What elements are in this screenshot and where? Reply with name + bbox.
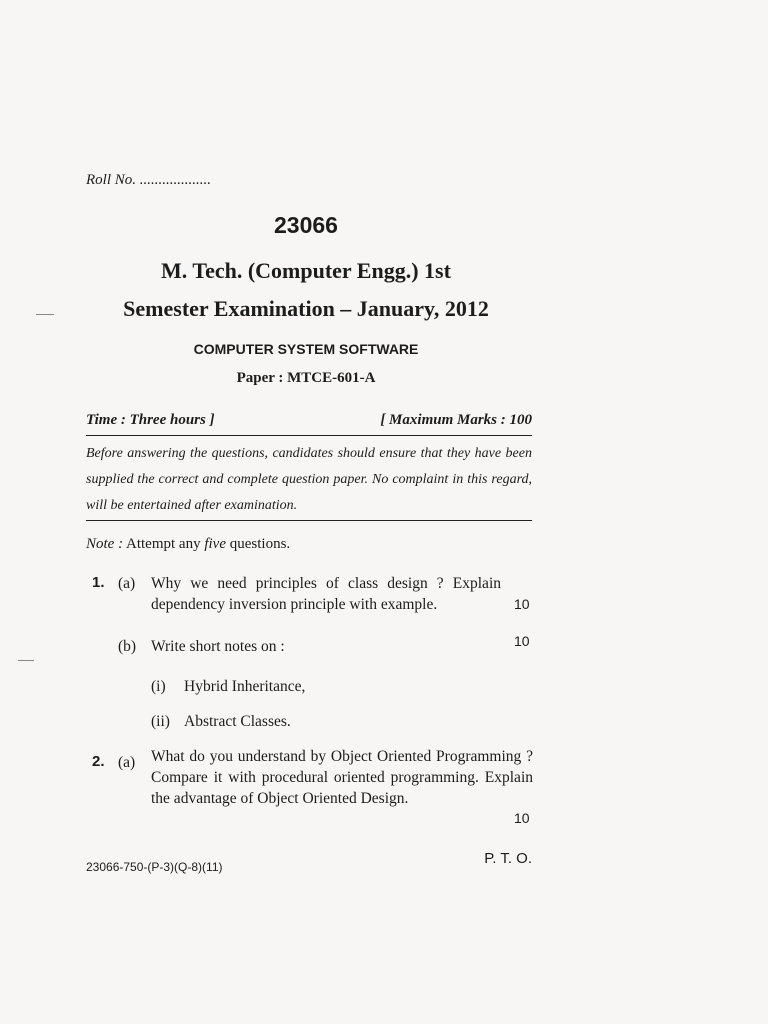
subject-title: COMPUTER SYSTEM SOFTWARE xyxy=(193,341,419,357)
part-label: (a) xyxy=(118,575,136,592)
question-text: Write short notes on : xyxy=(151,638,285,655)
exam-title-line1: M. Tech. (Computer Engg.) 1st xyxy=(161,258,451,283)
part-label: (b) xyxy=(118,638,137,655)
marks: 10 xyxy=(514,810,530,826)
divider xyxy=(86,435,532,436)
note-text-after: questions. xyxy=(229,536,291,552)
margin-mark xyxy=(18,660,34,661)
note-emphasis: five xyxy=(204,536,226,552)
roll-number: Roll No. ................... xyxy=(86,172,212,188)
note-text-before: Attempt any xyxy=(126,536,201,552)
footer-code: 23066-750-(P-3)(Q-8)(11) xyxy=(86,860,223,874)
time-allowed: Time : Three hours ] xyxy=(86,412,215,428)
subpart-text: Hybrid Inheritance, xyxy=(184,678,306,695)
paper-code: 23066 xyxy=(274,212,338,238)
marks: 10 xyxy=(514,596,530,612)
exam-title-line2: Semester Examination – January, 2012 xyxy=(123,296,489,321)
subpart-label: (i) xyxy=(151,678,166,695)
max-marks: [ Maximum Marks : 100 xyxy=(380,412,532,428)
question-number: 1. xyxy=(92,574,105,591)
part-label: (a) xyxy=(118,754,136,771)
marks: 10 xyxy=(514,633,530,649)
note xyxy=(86,536,290,553)
question-text: What do you understand by Object Oriented Programming ? Compare it with procedural oriented programming. Explain the advantage of Object Oriented Design. xyxy=(151,748,533,807)
note-label: Note : xyxy=(86,536,124,552)
divider xyxy=(86,520,532,521)
subpart-label: (ii) xyxy=(151,713,170,730)
paper-id: Paper : MTCE-601-A xyxy=(236,370,376,386)
subpart-text: Abstract Classes. xyxy=(184,713,291,730)
instructions: Before answering the questions, candidates should ensure that they have been supplied the correct and complete question paper. No complaint in this regard, will be entertained after examination. xyxy=(86,446,532,513)
question-number: 2. xyxy=(92,753,105,770)
pto: P. T. O. xyxy=(484,850,532,867)
question-text: Why we need principles of class design ? Explain dependency inversion principle with example. xyxy=(151,575,501,613)
